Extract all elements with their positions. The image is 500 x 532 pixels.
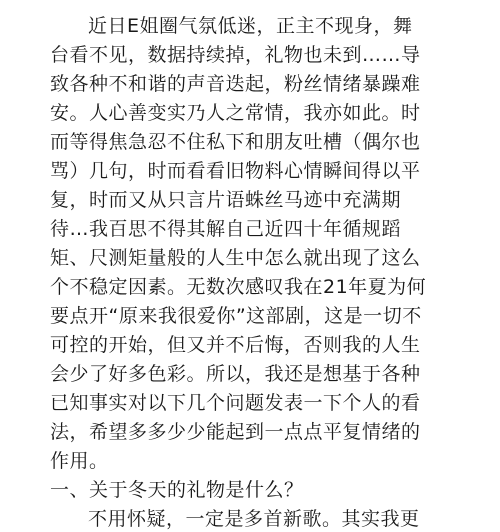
paragraph-line: 矩、尺测矩量般的人生中怎么就出现了这么	[50, 247, 421, 269]
section-heading: 一、关于冬天的礼物是什么？	[50, 479, 304, 501]
paragraph-line: 而等得焦急忍不住私下和朋友吐槽（偶尔也	[50, 131, 421, 153]
paragraph-line: 近日E姐圈气氛低迷，正主不现身，舞	[88, 15, 413, 37]
paragraph-line: 台看不见，数据持续掉，礼物也未到……导	[50, 44, 421, 66]
paragraph-line: 已知事实对以下几个问题发表一下个人的看	[50, 392, 421, 414]
article-text	[50, 12, 470, 532]
paragraph-line: 个不稳定因素。无数次感叹我在21年夏为何	[50, 276, 427, 298]
paragraph-line: 致各种不和谐的声音迭起，粉丝情绪暴躁难	[50, 73, 421, 95]
paragraph-line: 安。人心善变实乃人之常情，我亦如此。时	[50, 102, 421, 124]
paragraph-line: 要点开“原来我很爱你”这部剧，这是一切不	[50, 305, 422, 327]
paragraph-line: 不用怀疑，一定是多首新歌。其实我更	[88, 508, 420, 530]
paragraph-line: 作用。	[50, 450, 109, 472]
paragraph-line: 法，希望多多少少能起到一点点平复情绪的	[50, 421, 421, 443]
paragraph-line: 会少了好多色彩。所以，我还是想基于各种	[50, 363, 421, 385]
paragraph-line: 骂）几句，时而看看旧物料心情瞬间得以平	[50, 160, 421, 182]
paragraph-line: 可控的开始，但又并不后悔，否则我的人生	[50, 334, 421, 356]
paragraph-line: 复，时而又从只言片语蛛丝马迹中充满期	[50, 189, 402, 211]
paragraph-line: 待…我百思不得其解自己近四十年循规蹈	[50, 218, 402, 240]
